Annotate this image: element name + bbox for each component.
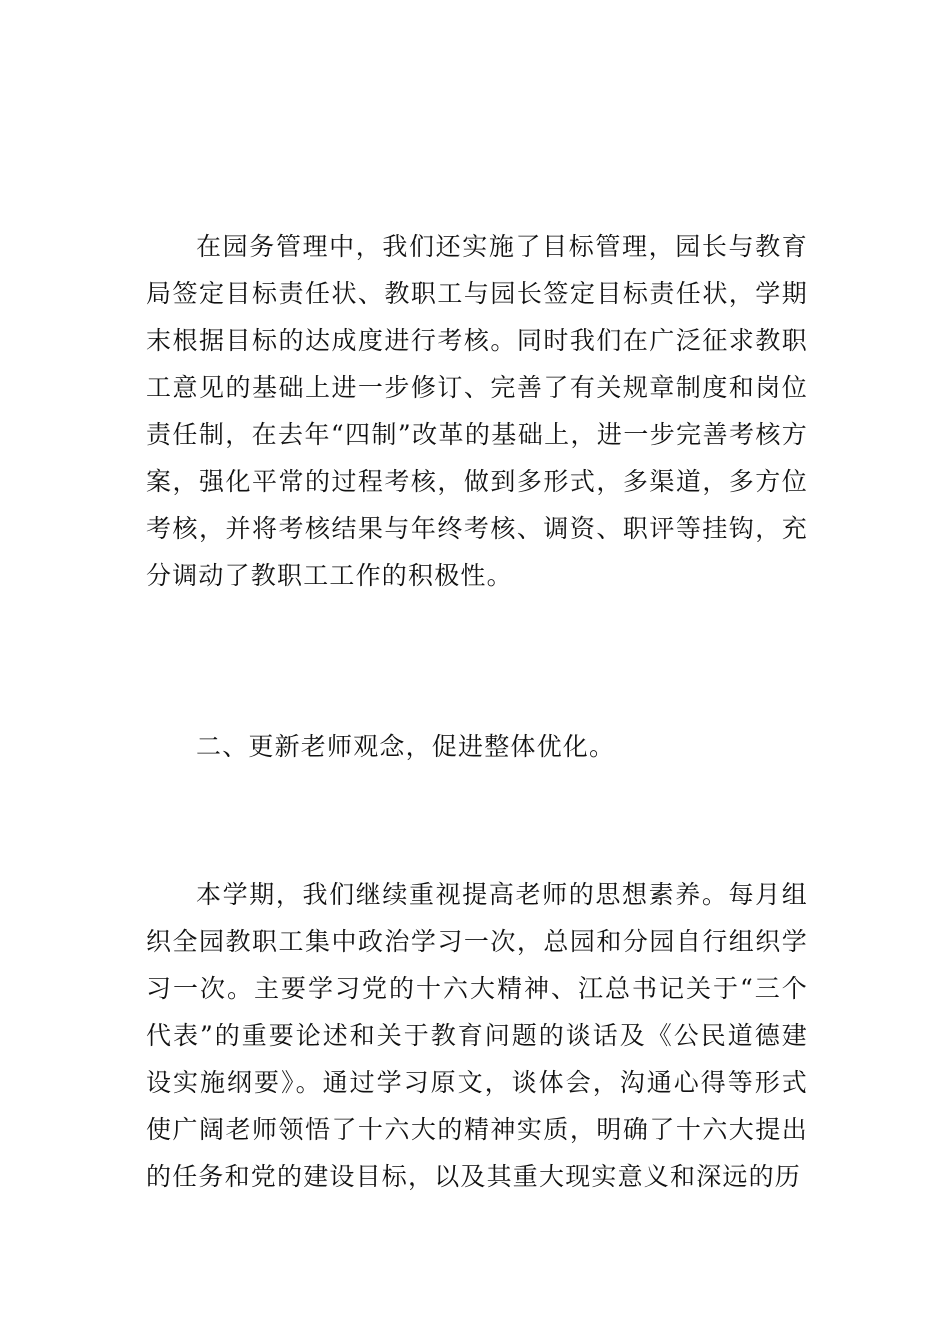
section-heading: 二、更新老师观念，促进整体优化。 [196,732,616,761]
body-paragraph: 在园务管理中，我们还实施了目标管理，园长与教育局签定目标责任状、教职工与园长签定目标责任状，学期末根据目标的达成度进行考核。同时我们在广泛征求教职工意见的基础上进一步修订、完善了有关规章制度和岗位责任制，在去年“四制”改革的基础上，进一步完善考核方案，强化平常的过程考核，做到多形式，多渠道，多方位考核，并将考核结果与年终考核、调资、职评等挂钩，充分调动了教职工工作的积极性。 [146,232,808,590]
body-paragraph: 本学期，我们继续重视提高老师的思想素养。每月组织全园教职工集中政治学习一次，总园和分园自行组织学习一次。主要学习党的十六大精神、江总书记关于“三个代表”的重要论述和关于教育问题的谈话及《公民道德建设实施纲要》。通过学习原文，谈体会，沟通心得等形式使广阔老师领悟了十六大的精神实质，明确了十六大提出的任务和党的建设目标，以及其重大现实意义和深远的历 [146,880,808,1191]
